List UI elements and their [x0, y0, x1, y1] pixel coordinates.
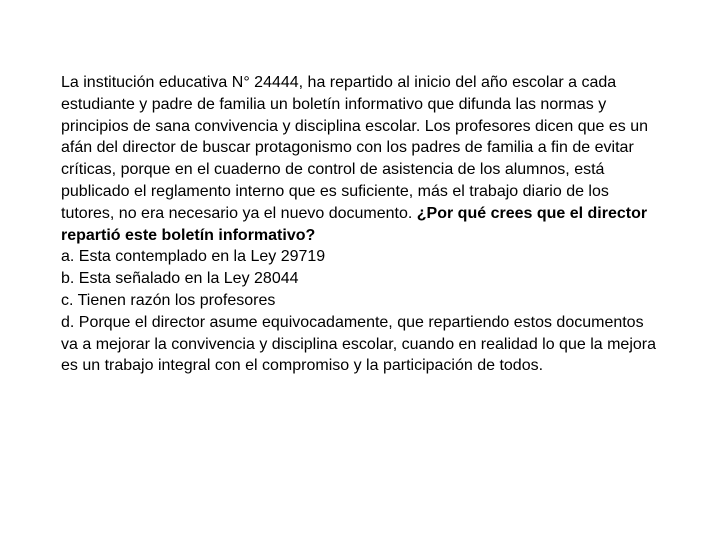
option-b: b. Esta señalado en la Ley 28044	[61, 270, 299, 288]
option-c: c. Tienen razón los profesores	[61, 291, 276, 309]
question-paragraph	[61, 72, 661, 246]
question-statement: La institución educativa N° 24444, ha repartido al inicio del año escolar a cada estudiante y padre de familia un boletín informativo que difunda las normas y principios de sana convivencia y disciplina escolar. Los profesores dicen que es un afán del director de buscar protagonismo con los padres de familia a fin de evitar críticas, porque en el cuaderno de control de asistencia de los alumnos, está publicado el reglamento interno que es suficiente, más el trabajo diario de los tutores, no era necesario ya el nuevo documento.	[61, 74, 649, 222]
option-d: d. Porque el director asume equivocadamente, que repartiendo estos documentos va a mejorar la convivencia y disciplina escolar, cuando en realidad lo que la mejora es un trabajo integral con el compromiso y la participación de todos.	[61, 313, 656, 375]
option-a: a. Esta contemplado en la Ley 29719	[61, 248, 326, 266]
question-prompt: ¿Por qué crees que el director repartió este boletín informativo?	[61, 204, 648, 244]
question-block	[61, 72, 661, 377]
